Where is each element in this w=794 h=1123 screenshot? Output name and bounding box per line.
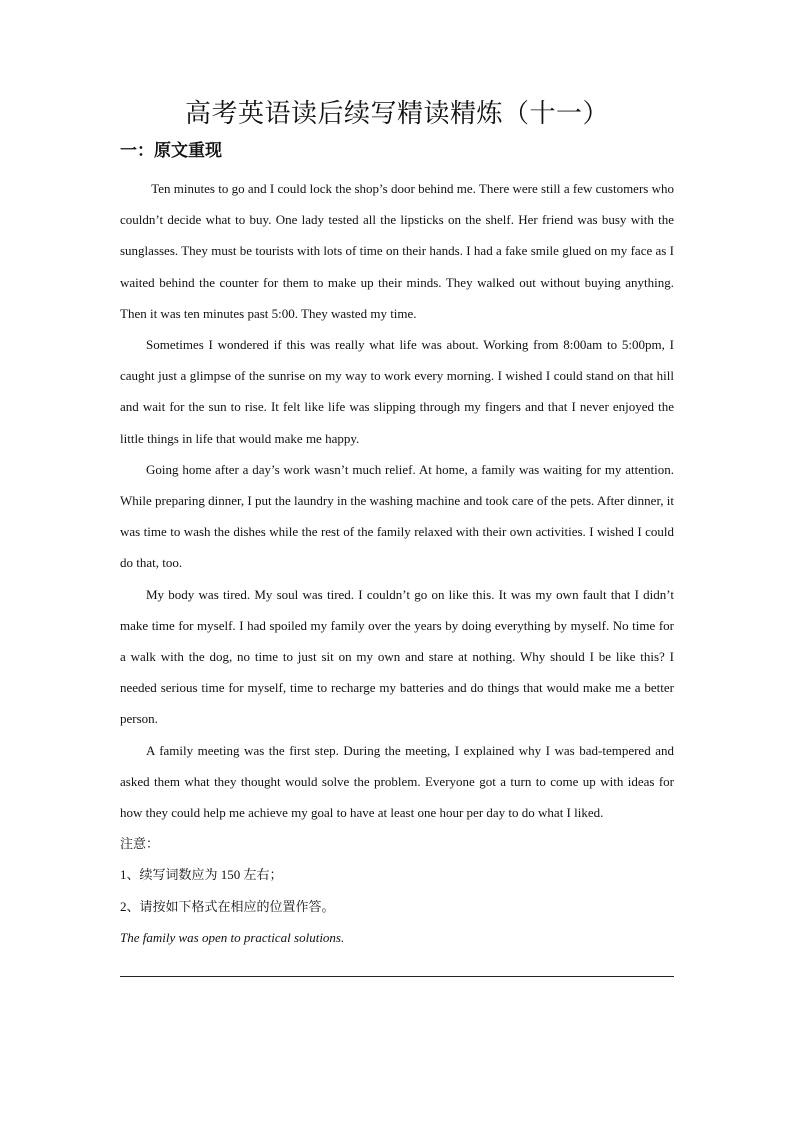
- note-item-1: 1、续写词数应为 150 左右；: [120, 867, 283, 883]
- answer-line[interactable]: [120, 953, 674, 977]
- paragraph-5: A family meeting was the first step. During the meeting, I explained why I was bad-tempered and asked them what they thought would solve the problem. Everyone got a turn to come up with ideas for how they could help me achieve my goal to have at least one hour per day to do what I liked.: [120, 742, 674, 821]
- section-heading: 一：原文重现: [120, 141, 222, 160]
- paragraph-2: Sometimes I wondered if this was really what life was about. Working from 8:00am to 5:00pm, I caught just a glimpse of the sunrise on my way to work every morning. I wished I could stand on that hill and wait for the sun to rise. It felt like life was slipping through my fingers and that I never enjoyed the little things in life that would make me happy.: [120, 337, 674, 446]
- notes-label: 注意：: [120, 836, 160, 852]
- paragraph-3: Going home after a day’s work wasn’t much relief. At home, a family was waiting for my attention. While preparing dinner, I put the laundry in the washing machine and took care of the pets. After dinner, it was time to wash the dishes while the rest of the family relaxed with their own activities. I wished I could do that, too.: [120, 461, 674, 571]
- paragraph-4: My body was tired. My soul was tired. I couldn’t go on like this. It was my own fault that I didn’t make time for myself. I had spoiled my family over the years by doing everything by myself. No time for a walk with the dog, no time to just sit on my own and stare at nothing. Why should I be like this? I needed serious time for myself, time to recharge my batteries and do things that would make me a better person.: [120, 586, 674, 727]
- document-title: 高考英语读后续写精读精炼（十一）: [184, 99, 609, 128]
- starter-sentence: The family was open to practical solutions.: [120, 929, 345, 945]
- paragraph-1: Ten minutes to go and I could lock the shop’s door behind me. There were still a few customers who couldn’t decide what to buy. One lady tested all the lipsticks on the shelf. Her friend was busy with the sunglasses. They must be tourists with lots of time on their hands. I had a fake smile glued on my face as I waited behind the counter for them to make up their minds. They walked out without buying anything. Then it was ten minutes past 5:00. They wasted my time.: [120, 181, 674, 321]
- document-page: [120, 96, 674, 977]
- note-item-2: 2、请按如下格式在相应的位置作答。: [120, 898, 335, 914]
